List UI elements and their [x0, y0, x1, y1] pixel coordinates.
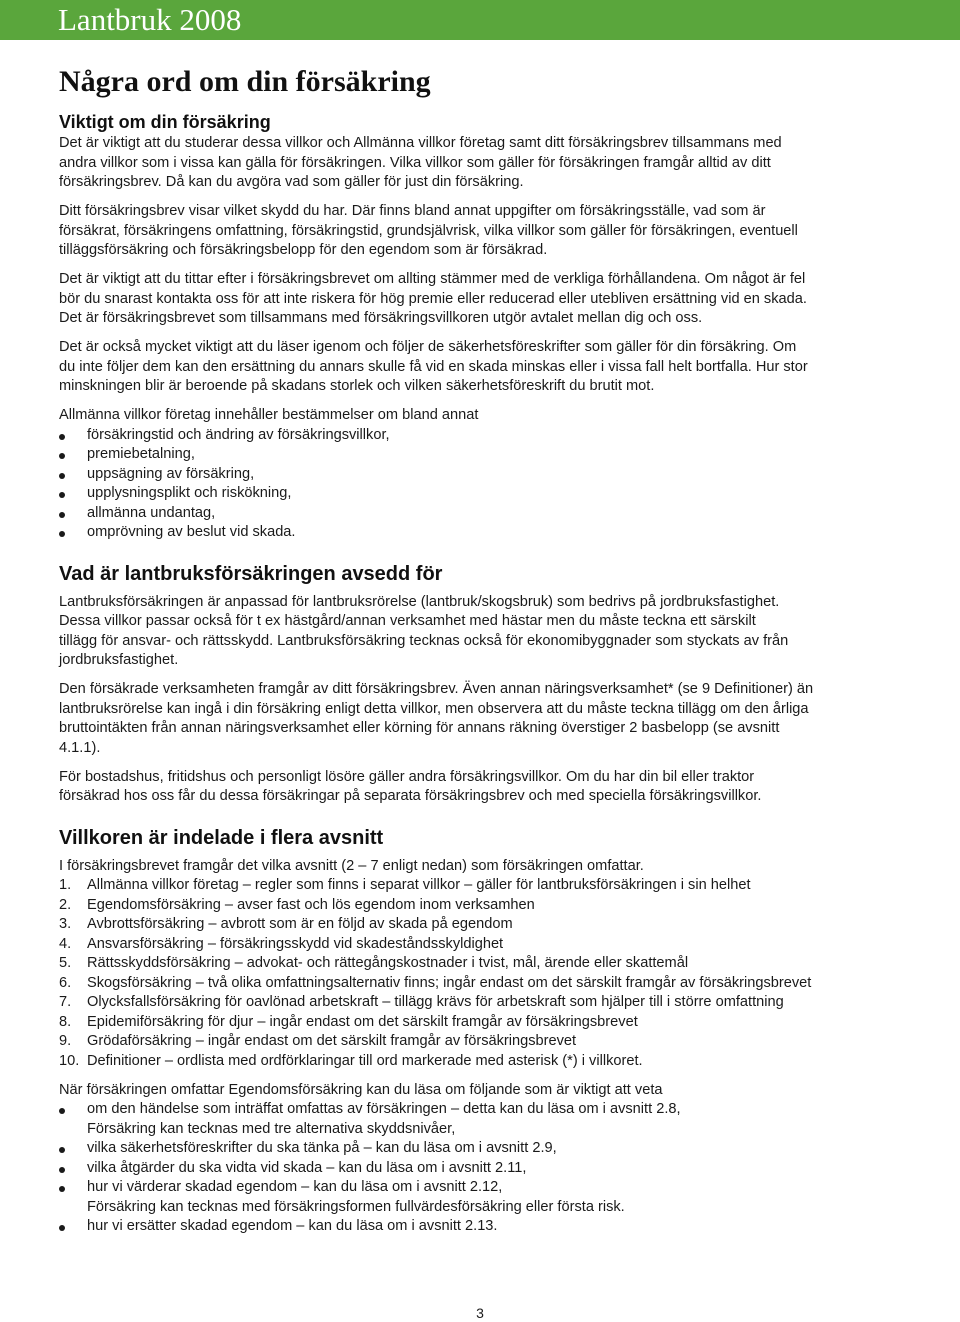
list-number: 4.: [59, 935, 72, 952]
list-item-text: uppsägning av försäkring,: [87, 465, 255, 482]
bullet-list: [59, 426, 904, 543]
bullet-icon: [59, 1147, 65, 1153]
list-item-text: om den händelse som inträffat omfattas av försäkringen – detta kan du läsa om i avsnitt 2.8, Försäkring kan tecknas med tre alternativa skyddsnivåer,: [87, 1101, 681, 1137]
bullet-icon: [59, 1186, 65, 1192]
list-item-text: Avbrottsförsäkring – avbrott som är en följd av skada på egendom: [87, 916, 513, 932]
list-item-text: allmänna undantag,: [87, 504, 216, 521]
list-item-text: omprövning av beslut vid skada.: [87, 524, 296, 540]
list-number: 10.: [59, 1052, 80, 1069]
list-number: 3.: [59, 916, 72, 932]
paragraph: Det är viktigt att du studerar dessa villkor och Allmänna villkor företag samt ditt försäkringsbrev tillsammans med andra villkor som i vissa kan gälla för försäkringen. Vilka villkor som gäller för försäkringen framgår alltid av ditt försäkringsbrev. Då kan du avgöra vad som gäller för just din försäkring.: [59, 135, 782, 190]
list-item-text: Egendomsförsäkring – avser fast och lös egendom inom verksamhen: [87, 896, 535, 913]
list-item-text: vilka åtgärder du ska vidta vid skada – kan du läsa om i avsnitt 2.11,: [87, 1159, 527, 1176]
list-item: [59, 915, 904, 935]
page-number: 3: [476, 1305, 484, 1321]
list-item-text: Olycksfallsförsäkring för oavlönad arbetskraft – tillägg krävs för arbetskraft som hjälper till i större omfattning: [87, 994, 784, 1010]
bullet-icon: [59, 453, 65, 459]
bullet-icon: [59, 512, 65, 518]
list-item: [59, 1013, 904, 1033]
paragraph: Det är viktigt att du tittar efter i försäkringsbrevet om allting stämmer med de verkliga förhållandena. Om något är fel bör du snarast kontakta oss för att inte riskera för hög premie eller reducerad eller utebliven ersättning vid en skada. Det är försäkringsbrevet som tillsammans med försäkringsvillkoren utgör avtalet mellan dig och oss.: [59, 271, 807, 326]
paragraph: För bostadshus, fritidshus och personligt lösöre gäller andra försäkringsvillkor. Om du har din bil eller traktor försäkrad hos oss får du dessa försäkringar på separata försäkringsbrev och med speciella försäkringsvillkor.: [59, 768, 762, 804]
section-heading-viktigt: Viktigt om din försäkring: [59, 112, 271, 132]
header-banner: [0, 0, 960, 40]
list-intro: I försäkringsbrevet framgår det vilka avsnitt (2 – 7 enligt nedan) som försäkringen omfattar.: [59, 857, 644, 874]
list-item-text: försäkringstid och ändring av försäkringsvillkor,: [87, 426, 390, 443]
bullet-icon: [59, 531, 65, 537]
bullet-list: [59, 1100, 904, 1237]
list-item: [59, 504, 904, 524]
list-item: [59, 1139, 904, 1159]
list-number: 9.: [59, 1033, 72, 1049]
list-number: 2.: [59, 896, 72, 913]
list-item: [59, 1217, 904, 1237]
list-intro: När försäkringen omfattar Egendomsförsäkring kan du läsa om följande som är viktigt att veta: [59, 1081, 663, 1098]
list-item: [59, 1032, 904, 1052]
list-number: 1.: [59, 877, 72, 893]
bullet-icon: [59, 1108, 65, 1114]
list-item-text: Epidemiförsäkring för djur – ingår endast om det särskilt framgår av försäkringsbrevet: [87, 1013, 638, 1030]
list-item-text: Grödaförsäkring – ingår endast om det särskilt framgår av försäkringsbrevet: [87, 1033, 577, 1049]
list-item: [59, 954, 904, 974]
list-item: [59, 896, 904, 916]
bullet-icon: [59, 1167, 65, 1173]
list-item: [59, 523, 904, 543]
list-item-text: hur vi värderar skadad egendom – kan du läsa om i avsnitt 2.12, Försäkring kan tecknas med försäkringsformen fullvärdesförsäkring eller första risk.: [87, 1179, 625, 1215]
list-item: [59, 426, 904, 446]
list-item: [59, 993, 904, 1013]
list-intro: Allmänna villkor företag innehåller bestämmelser om bland annat: [59, 407, 479, 423]
list-item-text: vilka säkerhetsföreskrifter du ska tänka på – kan du läsa om i avsnitt 2.9,: [87, 1140, 557, 1156]
list-item: [59, 445, 904, 465]
bullet-icon: [59, 434, 65, 440]
list-number: 8.: [59, 1013, 72, 1030]
list-item: [59, 974, 904, 994]
paragraph: Den försäkrade verksamheten framgår av ditt försäkringsbrev. Även annan näringsverksamhet* (se 9 Definitioner) än lantbruksrörelse kan ingå i din försäkring enligt detta villkor, men observera att du måste teckna tillägg om den årliga bruttointäkten från annan näringsverksamhet eller körning för annans räkning överstiger 2 basbelopp (se avsnitt 4.1.1).: [59, 681, 814, 756]
header-title: Lantbruk 2008: [58, 2, 242, 37]
list-number: 6.: [59, 974, 72, 991]
list-item: [59, 484, 904, 504]
numbered-list: [59, 876, 904, 1071]
list-item: [59, 876, 904, 896]
list-item-text: hur vi ersätter skadad egendom – kan du läsa om i avsnitt 2.13.: [87, 1218, 498, 1234]
list-item-text: premiebetalning,: [87, 446, 195, 462]
section-heading-avsedd: Vad är lantbruksförsäkringen avsedd för: [59, 562, 443, 585]
list-item: [59, 935, 904, 955]
paragraph: Ditt försäkringsbrev visar vilket skydd du har. Där finns bland annat uppgifter om försäkringsställe, vad som är försäkrat, försäkringens omfattning, försäkringstid, grundsjälvrisk, vilka villkor som gäller för försäkringen, eventuell tilläggsförsäkring och försäkringsbelopp för den egendom som är försäkrad.: [59, 203, 798, 258]
list-item: [59, 1159, 904, 1179]
list-number: 5.: [59, 955, 72, 971]
bullet-icon: [59, 473, 65, 479]
list-number: 7.: [59, 994, 72, 1010]
list-item: [59, 465, 904, 485]
paragraph: Det är också mycket viktigt att du läser igenom och följer de säkerhetsföreskrifter som gäller för din försäkring. Om du inte följer dem kan den ersättning du annars skulle få vid en skada minskas eller i vissa fall helt bortfalla. Hur stor minskningen blir är beroende på skadans storlek och vilken säkerhetsföreskrift du brutit mot.: [59, 339, 808, 394]
list-item: [59, 1178, 904, 1217]
list-item-text: Rättsskyddsförsäkring – advokat- och rättegångskostnader i tvist, mål, ärende eller skattemål: [87, 955, 689, 971]
bullet-icon: [59, 1225, 65, 1231]
document-body: [59, 64, 904, 1246]
list-item: [59, 1052, 904, 1072]
list-item: [59, 1100, 904, 1139]
list-item-text: Definitioner – ordlista med ordförklaringar till ord markerade med asterisk (*) i villkoret.: [87, 1052, 643, 1069]
list-item-text: Ansvarsförsäkring – försäkringsskydd vid skadeståndsskyldighet: [87, 935, 504, 952]
paragraph: Lantbruksförsäkringen är anpassad för lantbruksrörelse (lantbruk/skogsbruk) som bedrivs på jordbruksfastighet. Dessa villkor passar också för t ex hästgård/annan verksamhet med hästar men du måste teckna ett särskilt tillägg för ansvar- och rättsskydd. Lantbruksförsäkring tecknas också för ekonomibyggnader som styckats av från jordbruksfastighet.: [59, 593, 789, 668]
list-item-text: upplysningsplikt och riskökning,: [87, 485, 292, 501]
list-item-text: Skogsförsäkring – två olika omfattningsalternativ finns; ingår endast om det särskilt framgår av försäkringsbrevet: [87, 974, 812, 991]
page-title: Några ord om din försäkring: [59, 65, 431, 98]
section-heading-avsnitt: Villkoren är indelade i flera avsnitt: [59, 826, 384, 849]
list-item-text: Allmänna villkor företag – regler som finns i separat villkor – gäller för lantbruksförsäkringen i sin helhet: [87, 877, 751, 893]
bullet-icon: [59, 492, 65, 498]
